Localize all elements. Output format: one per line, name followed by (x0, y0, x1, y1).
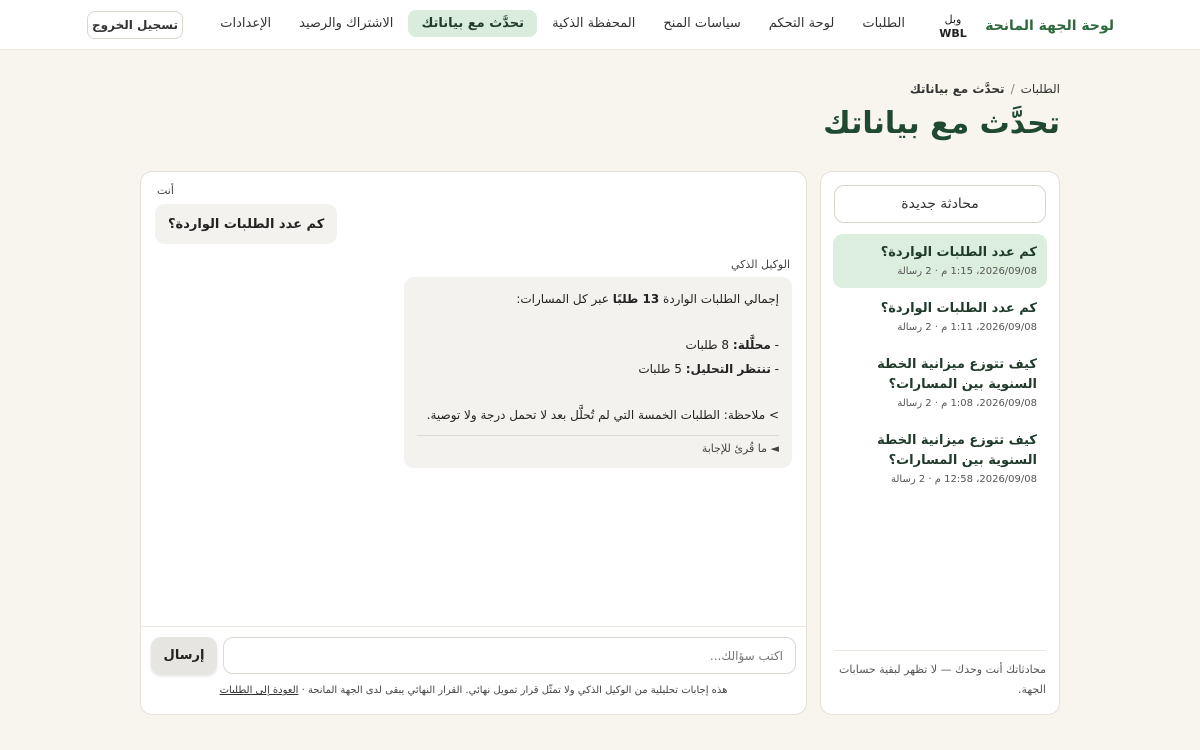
conversation-meta: 2026/09/08، 1:08 م · 2 رسالة (897, 398, 1037, 409)
nav-subscription[interactable]: الاشتراك والرصيد (299, 16, 394, 31)
breadcrumb (910, 82, 1060, 96)
breadcrumb-separator: / (1010, 82, 1015, 96)
nav-settings[interactable]: الإعدادات (220, 16, 272, 31)
conversation-item[interactable] (833, 234, 1047, 288)
disclaimer-text: هذه إجابات تحليلية من الوكيل الذكي ولا تمثّل قرار تمويل نهائي. القرار النهائي يبقى لدى الجهة المانحة · (298, 685, 728, 696)
conversation-title: كيف تتوزع ميزانية الخطة السنوية بين المسارات؟ (877, 433, 1037, 468)
pending-line: - تنتظر التحليل: 5 طلبات (638, 362, 779, 376)
conversation-title: كيف تتوزع ميزانية الخطة السنوية بين المسارات؟ (877, 357, 1037, 392)
nav-grant-policies[interactable]: سياسات المنح (663, 16, 741, 31)
conversation-meta: 2026/09/08، 1:15 م · 2 رسالة (897, 266, 1037, 277)
conversation-list (833, 234, 1047, 498)
agent-label: الوكيل الذكي (730, 258, 790, 271)
agent-message (404, 277, 792, 468)
total-count: 13 طلبًا (612, 292, 660, 306)
page-title: تحدَّث مع بياناتك (823, 106, 1060, 141)
conversation-title: كم عدد الطلبات الواردة؟ (880, 245, 1037, 260)
privacy-note: محادثاتك أنت وحدك — لا تظهر لبقية حسابات الجهة. (834, 650, 1046, 700)
user-label: أنت (157, 184, 174, 197)
conversation-meta: 2026/09/08، 12:58 م · 2 رسالة (891, 474, 1037, 485)
svg-text:WBL: WBL (939, 27, 967, 40)
agent-intro-line: إجمالي الطلبات الواردة 13 طلبًا عبر كل المسارات: (516, 292, 779, 306)
back-to-requests-link[interactable]: العودة إلى الطلبات (219, 685, 299, 696)
conversation-item[interactable] (833, 346, 1047, 420)
disclaimer (141, 685, 806, 696)
breadcrumb-requests-link[interactable]: الطلبات (1020, 82, 1060, 96)
conversation-item[interactable] (833, 422, 1047, 496)
main-nav (207, 10, 918, 37)
nav-smart-portfolio[interactable]: المحفظة الذكية (552, 16, 636, 31)
analyzed-line: - محلَّلة: 8 طلبات (685, 338, 779, 352)
send-button[interactable]: إرسال (151, 637, 217, 674)
question-input[interactable] (223, 637, 796, 674)
chat-panel (140, 171, 807, 715)
brand[interactable] (935, 12, 1114, 40)
top-bar (0, 0, 1200, 50)
agent-note: > ملاحظة: الطلبات الخمسة التي لم تُحلَّل بعد لا تحمل درجة ولا توصية. (426, 408, 779, 422)
svg-text:وبل: وبل (944, 13, 962, 26)
logout-button[interactable]: تسجيل الخروج (87, 11, 183, 39)
divider (417, 435, 779, 458)
nav-dashboard[interactable]: لوحة التحكم (768, 16, 835, 31)
conversation-title: كم عدد الطلبات الواردة؟ (880, 301, 1037, 316)
conversation-meta: 2026/09/08، 1:11 م · 2 رسالة (897, 322, 1037, 333)
new-chat-button[interactable]: محادثة جديدة (834, 185, 1046, 223)
nav-talk-to-data[interactable]: تحدَّث مع بياناتك (408, 10, 537, 37)
conversations-sidebar (820, 171, 1060, 715)
wbl-logo-icon (935, 12, 971, 40)
sources-toggle[interactable]: ◄ ما قُرئ للإجابة (701, 442, 779, 455)
breadcrumb-current: تحدَّث مع بياناتك (909, 82, 1005, 96)
user-message: كم عدد الطلبات الواردة؟ (155, 204, 337, 244)
conversation-item[interactable] (833, 290, 1047, 344)
divider (141, 626, 806, 627)
brand-name: لوحة الجهة المانحة (985, 18, 1114, 34)
nav-requests[interactable]: الطلبات (862, 16, 905, 31)
